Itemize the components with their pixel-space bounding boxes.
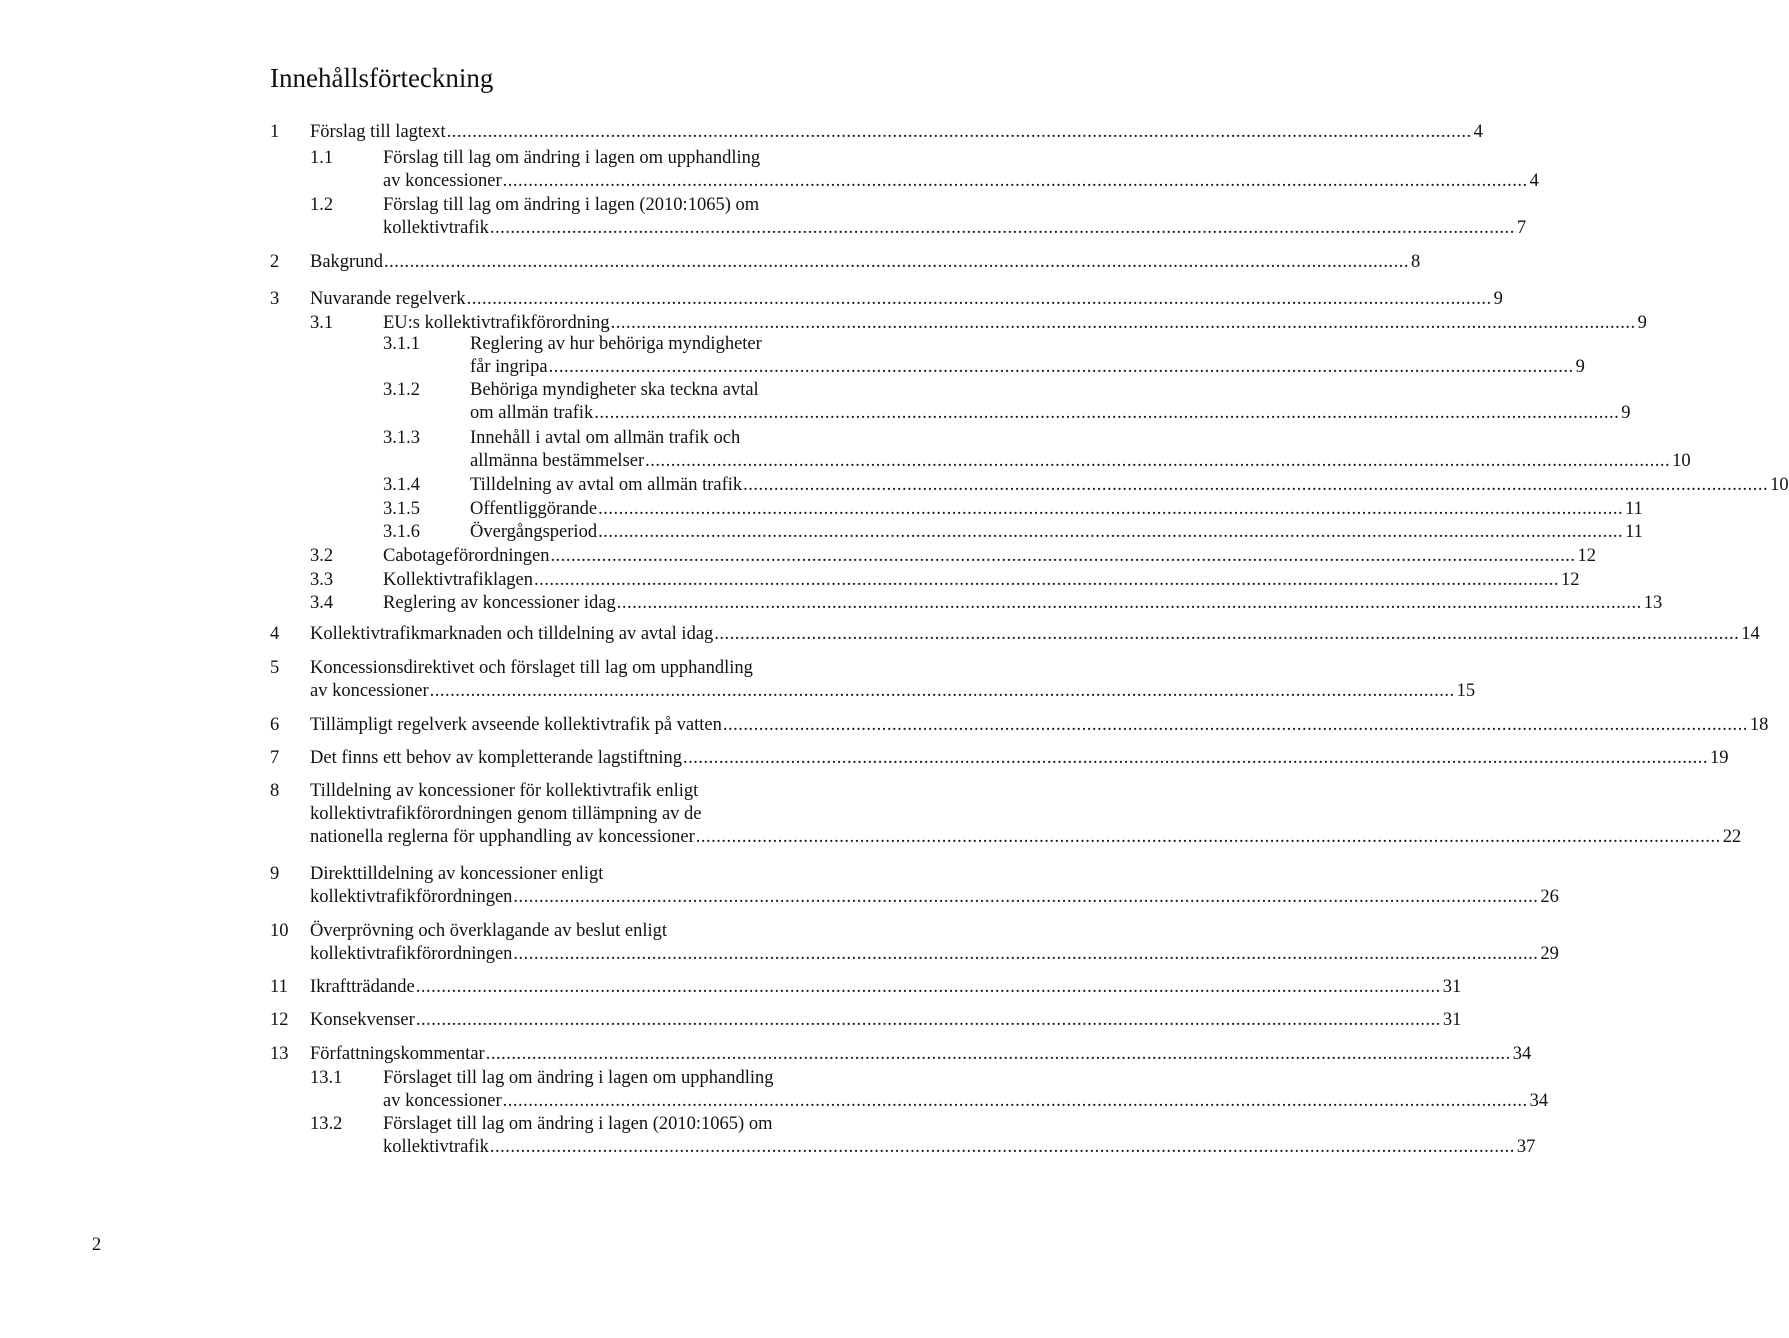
toc-page-number: 37 [1516,1137,1536,1157]
toc-entry [270,250,1421,274]
toc-entry [383,1089,1549,1113]
toc-entry-title: Offentliggörande [470,499,598,519]
toc-entry [310,825,1742,849]
toc-entry [470,401,1631,425]
toc-entry-number: 7 [270,748,280,768]
toc-entry-title: av koncessioner [383,171,502,191]
toc-dot-leader: ........................................................................................................................................................................................................ [534,570,1560,590]
toc-entry-number: 3.1.6 [383,522,420,542]
toc-dot-leader: ........................................................................................................................................................................................................ [594,403,1620,423]
toc-dot-leader: ........................................................................................................................................................................................................ [502,1091,1528,1111]
toc-entry-line [310,1066,774,1090]
page-title: Innehållsförteckning [270,63,494,93]
toc-entry-line [270,779,699,803]
toc-dot-leader: ........................................................................................................................................................................................................ [383,252,1409,272]
toc-entry-title: kollektivtrafik [383,218,489,238]
toc-page-number: 26 [1540,887,1559,907]
toc-entry-number: 3.1.5 [383,499,420,519]
toc-entry-title: Nuvarande regelverk [310,289,466,309]
toc-entry [310,885,1559,909]
toc-dot-leader: ........................................................................................................................................................................................................ [682,748,1708,768]
toc-entry [470,355,1585,379]
toc-entry-number: 3.1 [310,313,334,333]
toc-entry [270,287,1503,311]
toc-entry-number: 1.2 [310,195,334,215]
toc-dot-leader: ........................................................................................................................................................................................................ [598,499,1624,519]
toc-entry-title: om allmän trafik [470,403,594,423]
toc-entry-number: 13.1 [310,1068,343,1088]
toc-dot-leader: ........................................................................................................................................................................................................ [485,1044,1511,1064]
toc-page-number: 34 [1512,1044,1532,1064]
toc-entry-title: av koncessioner [383,1091,502,1111]
toc-entry [310,568,1580,592]
toc-entry-title: Kollektivtrafikmarknaden och tilldelning av avtal idag [310,624,714,644]
toc-entry-line [383,332,762,356]
toc-dot-leader: ........................................................................................................................................................................................................ [548,357,1574,377]
toc-entry-number: 3.1.3 [383,428,420,448]
toc-entry-number: 3.2 [310,546,334,566]
toc-page-number: 4 [1473,122,1483,142]
toc-page-number: 9 [1493,289,1503,309]
toc-entry [310,591,1663,615]
toc-page-number: 12 [1561,570,1580,590]
toc-entry-line [383,378,759,402]
toc-entry-number: 3.1.2 [383,380,420,400]
toc-entry-title: får ingripa [470,357,548,377]
toc-dot-leader: ........................................................................................................................................................................................................ [610,313,1636,333]
toc-page-number: 9 [1637,313,1647,333]
toc-dot-leader: ........................................................................................................................................................................................................ [446,122,1472,142]
toc-entry-number: 8 [270,781,280,801]
toc-page-number: 7 [1516,218,1527,238]
toc-page-number: 13 [1643,593,1663,613]
toc-dot-leader: ........................................................................................................................................................................................................ [598,522,1624,542]
toc-dot-leader: ........................................................................................................................................................................................................ [714,624,1740,644]
toc-dot-leader: ........................................................................................................................................................................................................ [415,977,1441,997]
toc-entry-number: 6 [270,715,280,735]
toc-entry-title: Förslag till lag om ändring i lagen om upphandling [383,148,761,168]
toc-page-number: 4 [1529,171,1539,191]
toc-page-number: 19 [1709,748,1729,768]
toc-entry-number: 4 [270,624,280,644]
toc-dot-leader: ........................................................................................................................................................................................................ [616,593,1642,613]
toc-dot-leader: ........................................................................................................................................................................................................ [550,546,1576,566]
toc-entry-number: 3.3 [310,570,334,590]
toc-entry-title: kollektivtrafik [383,1137,489,1157]
toc-entry [383,216,1527,240]
toc-entry-title: Bakgrund [310,252,383,272]
toc-entry-title: EU:s kollektivtrafikförordning [383,313,610,333]
toc-page-number: 29 [1540,944,1559,964]
toc-page-number: 9 [1621,403,1631,423]
toc-entry-title: kollektivtrafikförordningen genom tillämpning av de [310,804,702,824]
toc-entry [383,520,1643,544]
toc-entry [383,169,1539,193]
toc-page-number: 34 [1529,1091,1549,1111]
toc-entry [270,1042,1532,1066]
toc-entry [270,1008,1462,1032]
toc-entry-title: Reglering av koncessioner idag [383,593,616,613]
toc-page-number: 11 [1625,499,1643,519]
toc-entry-number: 10 [270,921,289,941]
toc-entry-number: 11 [270,977,288,997]
toc-page-number: 10 [1770,475,1789,495]
toc-entry-title: Tilldelning av koncessioner för kollektivtrafik enligt [310,781,699,801]
toc-page-number: 10 [1672,451,1691,471]
toc-page-number: 14 [1741,624,1760,644]
toc-entry [383,473,1789,497]
toc-dot-leader: ........................................................................................................................................................................................................ [645,451,1671,471]
toc-entry-number: 1 [270,122,280,142]
toc-entry [383,1135,1536,1159]
toc-dot-leader: ........................................................................................................................................................................................................ [502,171,1528,191]
toc-dot-leader: ........................................................................................................................................................................................................ [466,289,1492,309]
toc-entry-title: Överprövning och överklagande av beslut enligt [310,921,668,941]
toc-dot-leader: ........................................................................................................................................................................................................ [429,681,1455,701]
toc-entry-line [310,802,702,826]
toc-entry-number: 13 [270,1044,289,1064]
toc-entry [470,449,1691,473]
toc-entry-title: Ikraftträdande [310,977,415,997]
toc-entry-number: 3 [270,289,280,309]
toc-entry-title: Cabotageförordningen [383,546,550,566]
toc-entry [270,975,1462,999]
toc-entry-number: 1.1 [310,148,334,168]
toc-entry-title: Tilldelning av avtal om allmän trafik [470,475,743,495]
toc-entry [310,679,1476,703]
toc-entry-title: Reglering av hur behöriga myndigheter [470,334,762,354]
toc-dot-leader: ........................................................................................................................................................................................................ [513,887,1539,907]
toc-entry-number: 13.2 [310,1114,343,1134]
toc-page-number: 22 [1722,827,1742,847]
toc-entry-title: Direkttilldelning av koncessioner enligt [310,864,604,884]
page-number: 2 [92,1235,102,1255]
toc-dot-leader: ........................................................................................................................................................................................................ [695,827,1721,847]
toc-dot-leader: ........................................................................................................................................................................................................ [722,715,1748,735]
toc-entry [270,120,1483,144]
toc-entry [270,622,1760,646]
toc-entry-title: Förslag till lag om ändring i lagen (2010:1065) om [383,195,760,215]
toc-entry-title: Innehåll i avtal om allmän trafik och [470,428,741,448]
toc-entry-line [270,862,604,886]
toc-page-number: 18 [1749,715,1769,735]
toc-entry [270,713,1769,737]
toc-page-number: 31 [1442,1010,1462,1030]
toc-entry-title: Förslaget till lag om ändring i lagen om upphandling [383,1068,774,1088]
toc-entry-title: av koncessioner [310,681,429,701]
toc-entry-title: kollektivtrafikförordningen [310,887,513,907]
toc-entry-line [310,146,761,170]
toc-entry-number: 3.1.4 [383,475,420,495]
toc-page-number: 31 [1442,977,1462,997]
toc-dot-leader: ........................................................................................................................................................................................................ [415,1010,1441,1030]
toc-entry-title: Koncessionsdirektivet och förslaget till lag om upphandling [310,658,753,678]
toc-entry-title: Förslaget till lag om ändring i lagen (2010:1065) om [383,1114,773,1134]
toc-entry-number: 3.1.1 [383,334,420,354]
toc-entry [270,746,1729,770]
toc-page-number: 12 [1577,546,1596,566]
toc-entry-title: Tillämpligt regelverk avseende kollektivtrafik på vatten [310,715,722,735]
toc-entry-line [383,426,741,450]
toc-entry-number: 2 [270,252,280,272]
toc-entry-title: Kollektivtrafiklagen [383,570,534,590]
toc-dot-leader: ........................................................................................................................................................................................................ [489,1137,1515,1157]
toc-entry-title: Förslag till lagtext [310,122,446,142]
toc-entry-title: allmänna bestämmelser [470,451,645,471]
toc-entry-line [310,193,760,217]
toc-entry-title: Författningskommentar [310,1044,485,1064]
toc-page-number: 11 [1625,522,1643,542]
toc-entry-line [270,919,668,943]
toc-entry [310,942,1559,966]
toc-entry-line [270,656,753,680]
toc-entry [310,544,1596,568]
toc-entry-title: kollektivtrafikförordningen [310,944,513,964]
toc-entry-title: Övergångsperiod [470,522,598,542]
toc-dot-leader: ........................................................................................................................................................................................................ [513,944,1539,964]
toc-entry-number: 5 [270,658,280,678]
toc-entry [383,497,1643,521]
toc-page-number: 9 [1575,357,1585,377]
toc-entry-title: nationella reglerna för upphandling av koncessioner [310,827,695,847]
toc-entry-number: 3.4 [310,593,334,613]
toc-entry-line [310,1112,773,1136]
toc-dot-leader: ........................................................................................................................................................................................................ [743,475,1769,495]
toc-entry-title: Behöriga myndigheter ska teckna avtal [470,380,759,400]
toc-entry-number: 9 [270,864,280,884]
toc-page-number: 8 [1410,252,1421,272]
toc-entry-number: 12 [270,1010,289,1030]
toc-entry-title: Konsekvenser [310,1010,415,1030]
toc-entry-title: Det finns ett behov av kompletterande lagstiftning [310,748,682,768]
toc-dot-leader: ........................................................................................................................................................................................................ [489,218,1515,238]
toc-page-number: 15 [1456,681,1476,701]
